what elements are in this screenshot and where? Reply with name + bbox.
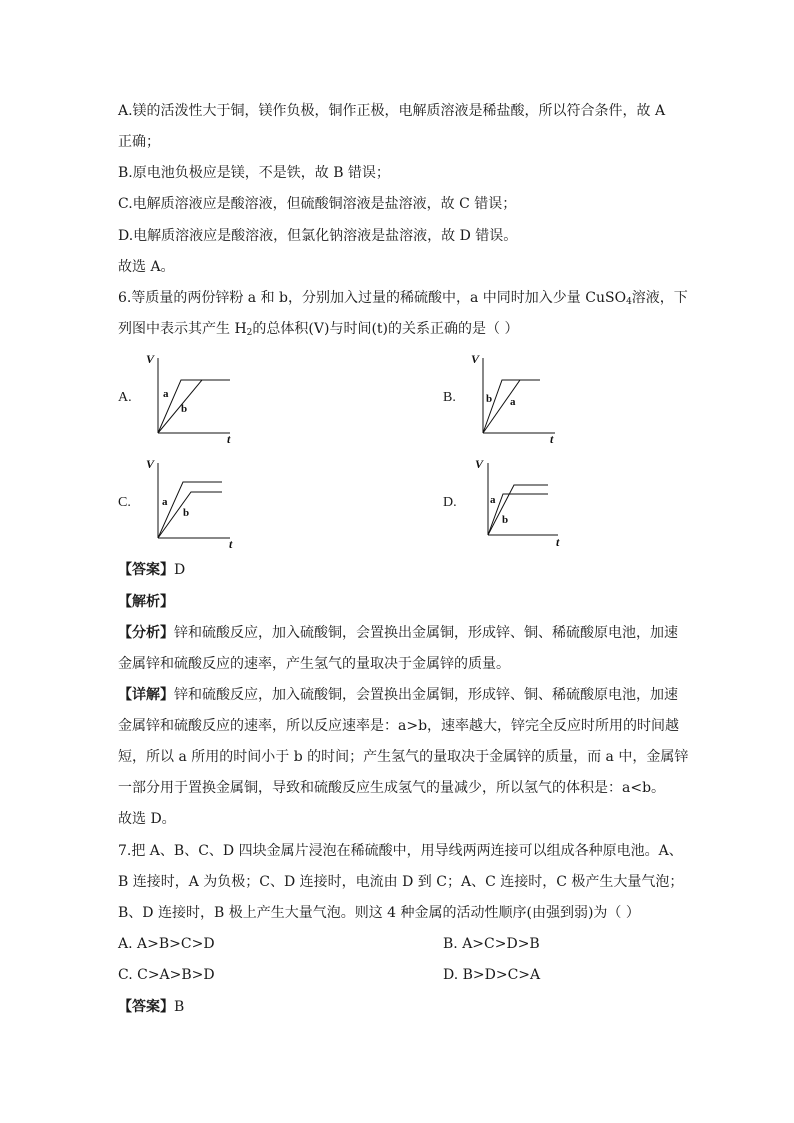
q6-option-a-y-label: V	[146, 352, 155, 366]
q6-option-c-series-label-2: b	[183, 507, 190, 519]
q6-option-c-y-label: V	[146, 457, 155, 471]
q6-option-a-series-label-2: b	[181, 403, 188, 415]
q6-option-d-series-label-2: b	[502, 514, 509, 526]
q6-option-b-label[interactable]: B.	[443, 390, 456, 405]
analysis-option-d: D.电解质溶液应是酸溶液，但氯化钠溶液是盐溶液，故 D 错误。	[118, 228, 518, 244]
q6-option-a-curve-1	[158, 380, 230, 433]
q6-option-d-x-label: t	[556, 535, 560, 549]
q6-xiangjie-line3: 短，所以 a 所用的时间小于 b 的时间；产生氢气的量取决于金属锌的质量，而 a 中，金属锌	[118, 749, 689, 765]
q7-option-c[interactable]: C. C>A>B>D	[118, 967, 215, 983]
q6-option-d-curve-1	[488, 494, 548, 535]
q6-xiangjie-line4: 一部分用于置换金属铜，导致和硫酸反应生成氢气的量减少，所以氢气的体积是：a<b。	[118, 780, 666, 796]
q6-option-b-series-label-1: b	[486, 393, 493, 405]
q6-option-c-curve-1	[158, 482, 222, 538]
q6-fenxi-line1: 【分析】锌和硫酸反应，加入硫酸铜，会置换出金属铜，形成锌、铜、稀硫酸原电池，加速	[118, 625, 678, 641]
answer-value: D	[174, 562, 186, 578]
q6-option-a-series-label-1: a	[163, 388, 169, 400]
q6-stem-line1: 6.等质量的两份锌粉 a 和 b，分别加入过量的稀硫酸中，a 中同时加入少量 CuSO$_4$溶液，下	[118, 290, 688, 307]
q6-answer	[118, 560, 185, 580]
q6-xiangjie-line1: 【详解】锌和硫酸反应，加入硫酸铜，会置换出金属铜，形成锌、铜、稀硫酸原电池，加速	[118, 687, 678, 703]
q7-stem-line3: B、D 连接时，B 极上产生大量气泡。则这 4 种金属的活动性顺序(由强到弱)为（ ）	[118, 905, 640, 921]
q7-option-b[interactable]: B. A>C>D>B	[443, 936, 540, 952]
q6-option-a-label[interactable]: A.	[118, 390, 132, 405]
q7-option-d[interactable]: D. B>D>C>A	[443, 967, 541, 983]
q7-stem-line2: B 连接时，A 为负极；C、D 连接时，电流由 D 到 C；A、C 连接时，C 极产生大量气泡；	[118, 874, 684, 890]
analysis-option-b: B.原电池负极应是镁，不是铁，故 B 错误；	[118, 165, 390, 181]
analysis-option-c: C.电解质溶液应是酸溶液，但硫酸铜溶液是盐溶液，故 C 错误；	[118, 196, 517, 212]
q6-option-d-graph[interactable]	[470, 455, 580, 555]
q6-option-b-graph[interactable]	[470, 350, 580, 450]
q7-stem-line1: 7.把 A、B、C、D 四块金属片浸泡在稀硫酸中，用导线两两连接可以组成各种原电池。A、	[118, 843, 683, 859]
q6-option-c-curve-2	[158, 492, 222, 538]
analysis-option-a-line2: 正确；	[118, 134, 160, 150]
q6-option-b-x-label: t	[550, 432, 554, 446]
q6-option-c-label[interactable]: C.	[118, 495, 131, 510]
q6-stem-line2: 列图中表示其产生 $H_2$的总体积(V)与时间(t)的关系正确的是（ ）	[118, 321, 519, 338]
q6-option-d-label[interactable]: D.	[443, 495, 457, 510]
q6-option-d-series-label-1: a	[490, 494, 496, 506]
analysis-conclusion: 故选 A。	[118, 259, 175, 275]
q6-conclusion: 故选 D。	[118, 811, 176, 827]
q6-option-a-x-label: t	[227, 432, 231, 446]
q6-option-c-x-label: t	[229, 537, 233, 551]
q7-answer	[118, 997, 184, 1017]
q6-option-b-y-label: V	[471, 352, 480, 366]
q7-option-a[interactable]: A. A>B>C>D	[118, 936, 215, 952]
q6-option-c-series-label-1: a	[162, 496, 168, 508]
q6-fenxi-line2: 金属锌和硫酸反应的速率，产生氢气的量取决于金属锌的质量。	[118, 656, 510, 672]
q6-option-d-y-label: V	[475, 457, 484, 471]
q6-xiangjie-line2: 金属锌和硫酸反应的速率，所以反应速率是：a>b，速率越大，锌完全反应时所用的时间越	[118, 718, 680, 734]
analysis-option-a-line1: A.镁的活泼性大于铜，镁作负极，铜作正极，电解质溶液是稀盐酸，所以符合条件，故 A	[118, 103, 666, 119]
answer-tag: 【答案】	[118, 999, 174, 1015]
answer-value: B	[174, 999, 185, 1015]
q6-option-c-graph[interactable]	[145, 455, 255, 555]
q6-analysis-tag: 【解析】	[118, 594, 174, 610]
answer-tag: 【答案】	[118, 562, 174, 578]
q6-option-a-graph[interactable]	[145, 350, 255, 450]
q6-option-b-series-label-2: a	[510, 396, 516, 408]
